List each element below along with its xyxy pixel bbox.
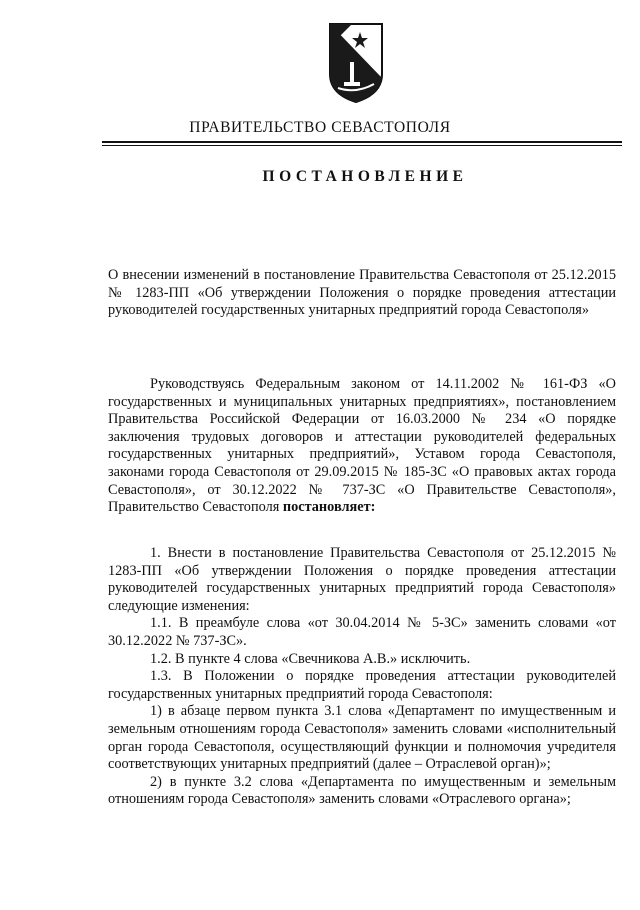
preamble-text: Руководствуясь Федеральным законом от 14.11.2002 № 161-ФЗ «О государственных и муниципальных унитарных предприятиях», постановлением Правительства Российской Федерации от 16.03.2000 № 234 «О порядке заключения трудовых договоров и аттестации руководителей федеральных государственных унитарных предприятий», Уставом города Севастополя, законами города Севастополя от 29.09.2015 № 185-ЗС «О правовых актах города Севастополя», от 30.12.2022 № 737-ЗС «О Правительстве Севастополя», Правительство Севастополя: [108, 376, 616, 516]
resolution-items: [108, 545, 616, 809]
item-1-1: 1.1. В преамбуле слова «от 30.04.2014 № 5-ЗС» заменить словами «от 30.12.2022 № 737-ЗС».: [108, 615, 616, 649]
item-1-2: 1.2. В пункте 4 слова «Свечникова А.В.» исключить.: [150, 650, 471, 667]
organization-name: ПРАВИТЕЛЬСТВО СЕВАСТОПОЛЯ: [189, 119, 451, 136]
header-rule: [102, 141, 622, 143]
preamble-verb: постановляет:: [282, 499, 376, 516]
item-1: 1. Внести в постановление Правительства Севастополя от 25.12.2015 № 1283-ПП «Об утверждении Положения о порядке проведения аттестации руководителей государственных унитарных предприятий города Севастополя» следующие изменения:: [108, 545, 616, 614]
subitem-1: 1) в абзаце первом пункта 3.1 слова «Департамент по имущественным и земельным отношениям города Севастополя» заменить словами «исполнительный орган города Севастополя, осуществляющий функции и полномочия учредителя соответствующих унитарных предприятий (далее – Отраслевой орган)»;: [108, 703, 616, 773]
document-type: ПОСТАНОВЛЕНИЕ: [262, 168, 468, 185]
subject-text: О внесении изменений в постановление Правительства Севастополя от 25.12.2015 № 1283-ПП «Об утверждении Положения о порядке проведения аттестации руководителей государственных унитарных предприятий города Севастополя»: [108, 267, 616, 319]
header-rule-thin: [102, 145, 622, 146]
preamble: [108, 376, 616, 517]
subitem-2: 2) в пункте 3.2 слова «Департамента по имущественным и земельным отношениям города Севастополя» заменить словами «Отраслевого органа»;: [108, 773, 616, 808]
preamble-paragraph: [108, 376, 616, 517]
document-subject: [108, 267, 616, 320]
item-1-3: 1.3. В Положении о порядке проведения аттестации руководителей государственных унитарных предприятий города Севастополя:: [108, 668, 616, 702]
coat-of-arms-icon: [328, 22, 384, 104]
